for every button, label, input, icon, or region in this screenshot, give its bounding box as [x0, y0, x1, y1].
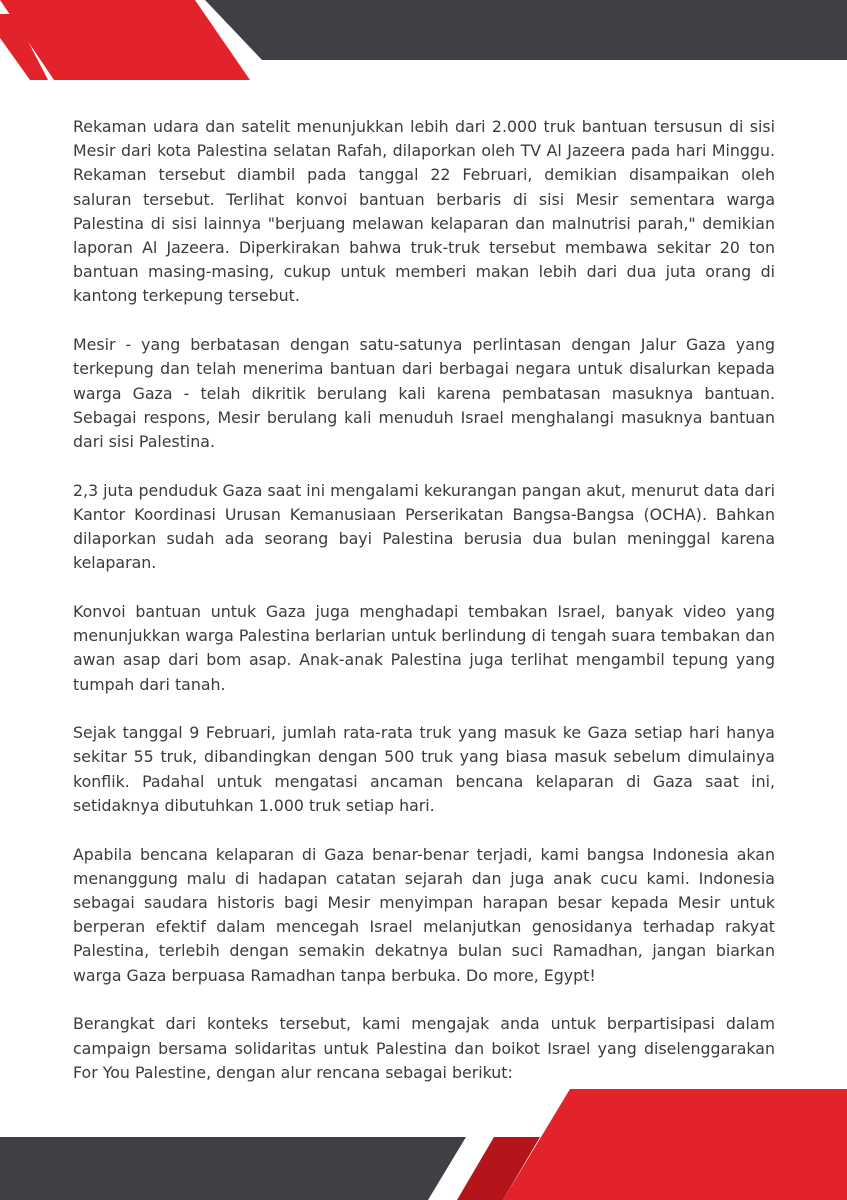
paragraph-4: Konvoi bantuan untuk Gaza juga menghadapi tembakan Israel, banyak video yang menunjukkan warga Palestina berlarian untuk berlindung di tengah suara tembakan dan awan asap dari bom asap. Anak-anak Palestina juga terlihat mengambil tepung yang tumpah dari tanah. [73, 601, 775, 694]
top-red-stripe [0, 14, 48, 80]
top-dark-band [205, 0, 847, 60]
paragraph-3: 2,3 juta penduduk Gaza saat ini mengalami kekurangan pangan akut, menurut data dari Kantor Koordinasi Urusan Kemanusiaan Perserikatan Bangsa-Bangsa (OCHA). Bahkan dilaporkan sudah ada seorang bayi Palestina berusia dua bulan meninggal karena kelaparan. [73, 480, 775, 573]
paragraph-5: Sejak tanggal 9 Februari, jumlah rata-rata truk yang masuk ke Gaza setiap hari hanya sekitar 55 truk, dibandingkan dengan 500 truk yang biasa masuk sebelum dimulainya konflik. Padahal untuk mengatasi ancaman bencana kelaparan di Gaza saat ini, setidaknya dibutuhkan 1.000 truk setiap hari. [73, 723, 775, 815]
bottom-dark-red-stripe [457, 1137, 540, 1200]
paragraph-2: Mesir - yang berbatasan dengan satu-satunya perlintasan dengan Jalur Gaza yang terkepung dan telah menerima bantuan dari berbagai negara untuk disalurkan kepada warga Gaza - telah dikritik berulang kali karena pembatasan masuknya bantuan. Sebagai respons, Mesir berulang kali menuduh Israel menghalangi masuknya bantuan dari sisi Palestina. [73, 335, 775, 451]
paragraph-6: Apabila bencana kelaparan di Gaza benar-benar terjadi, kami bangsa Indonesia akan menanggung malu di hadapan catatan sejarah dan juga anak cucu kami. Indonesia sebagai saudara historis bagi Mesir menyimpan harapan besar kepada Mesir untuk berperan efektif dalam mencegah Israel melanjutkan genosidanya terhadap rakyat Palestina, terlebih dengan semakin dekatnya bulan suci Ramadhan, jangan biarkan warga Gaza berpuasa Ramadhan tanpa berbuka. Do more, Egypt! [73, 844, 775, 985]
bottom-dark-band [0, 1137, 466, 1200]
paragraph-7: Berangkat dari konteks tersebut, kami mengajak anda untuk berpartisipasi dalam campaign bersama solidaritas untuk Palestina dan boikot Israel yang diselenggarakan For You Palestine, dengan alur rencana sebagai berikut: [73, 1014, 775, 1082]
top-red-shape [0, 0, 250, 80]
article-body [73, 115, 775, 1109]
paragraph-1: Rekaman udara dan satelit menunjukkan lebih dari 2.000 truk bantuan tersusun di sisi Mesir dari kota Palestina selatan Rafah, dilaporkan oleh TV Al Jazeera pada hari Minggu. Rekaman tersebut diambil pada tanggal 22 Februari, demikian disampaikan oleh saluran tersebut. Terlihat konvoi bantuan berbaris di sisi Mesir sementara warga Palestina di sisi lainnya "berjuang melawan kelaparan dan malnutrisi parah," demikian laporan Al Jazeera. Diperkirakan bahwa truk-truk tersebut membawa sekitar 20 ton bantuan masing-masing, cukup untuk memberi makan lebih dari dua juta orang di kantong terkepung tersebut. [73, 117, 775, 306]
